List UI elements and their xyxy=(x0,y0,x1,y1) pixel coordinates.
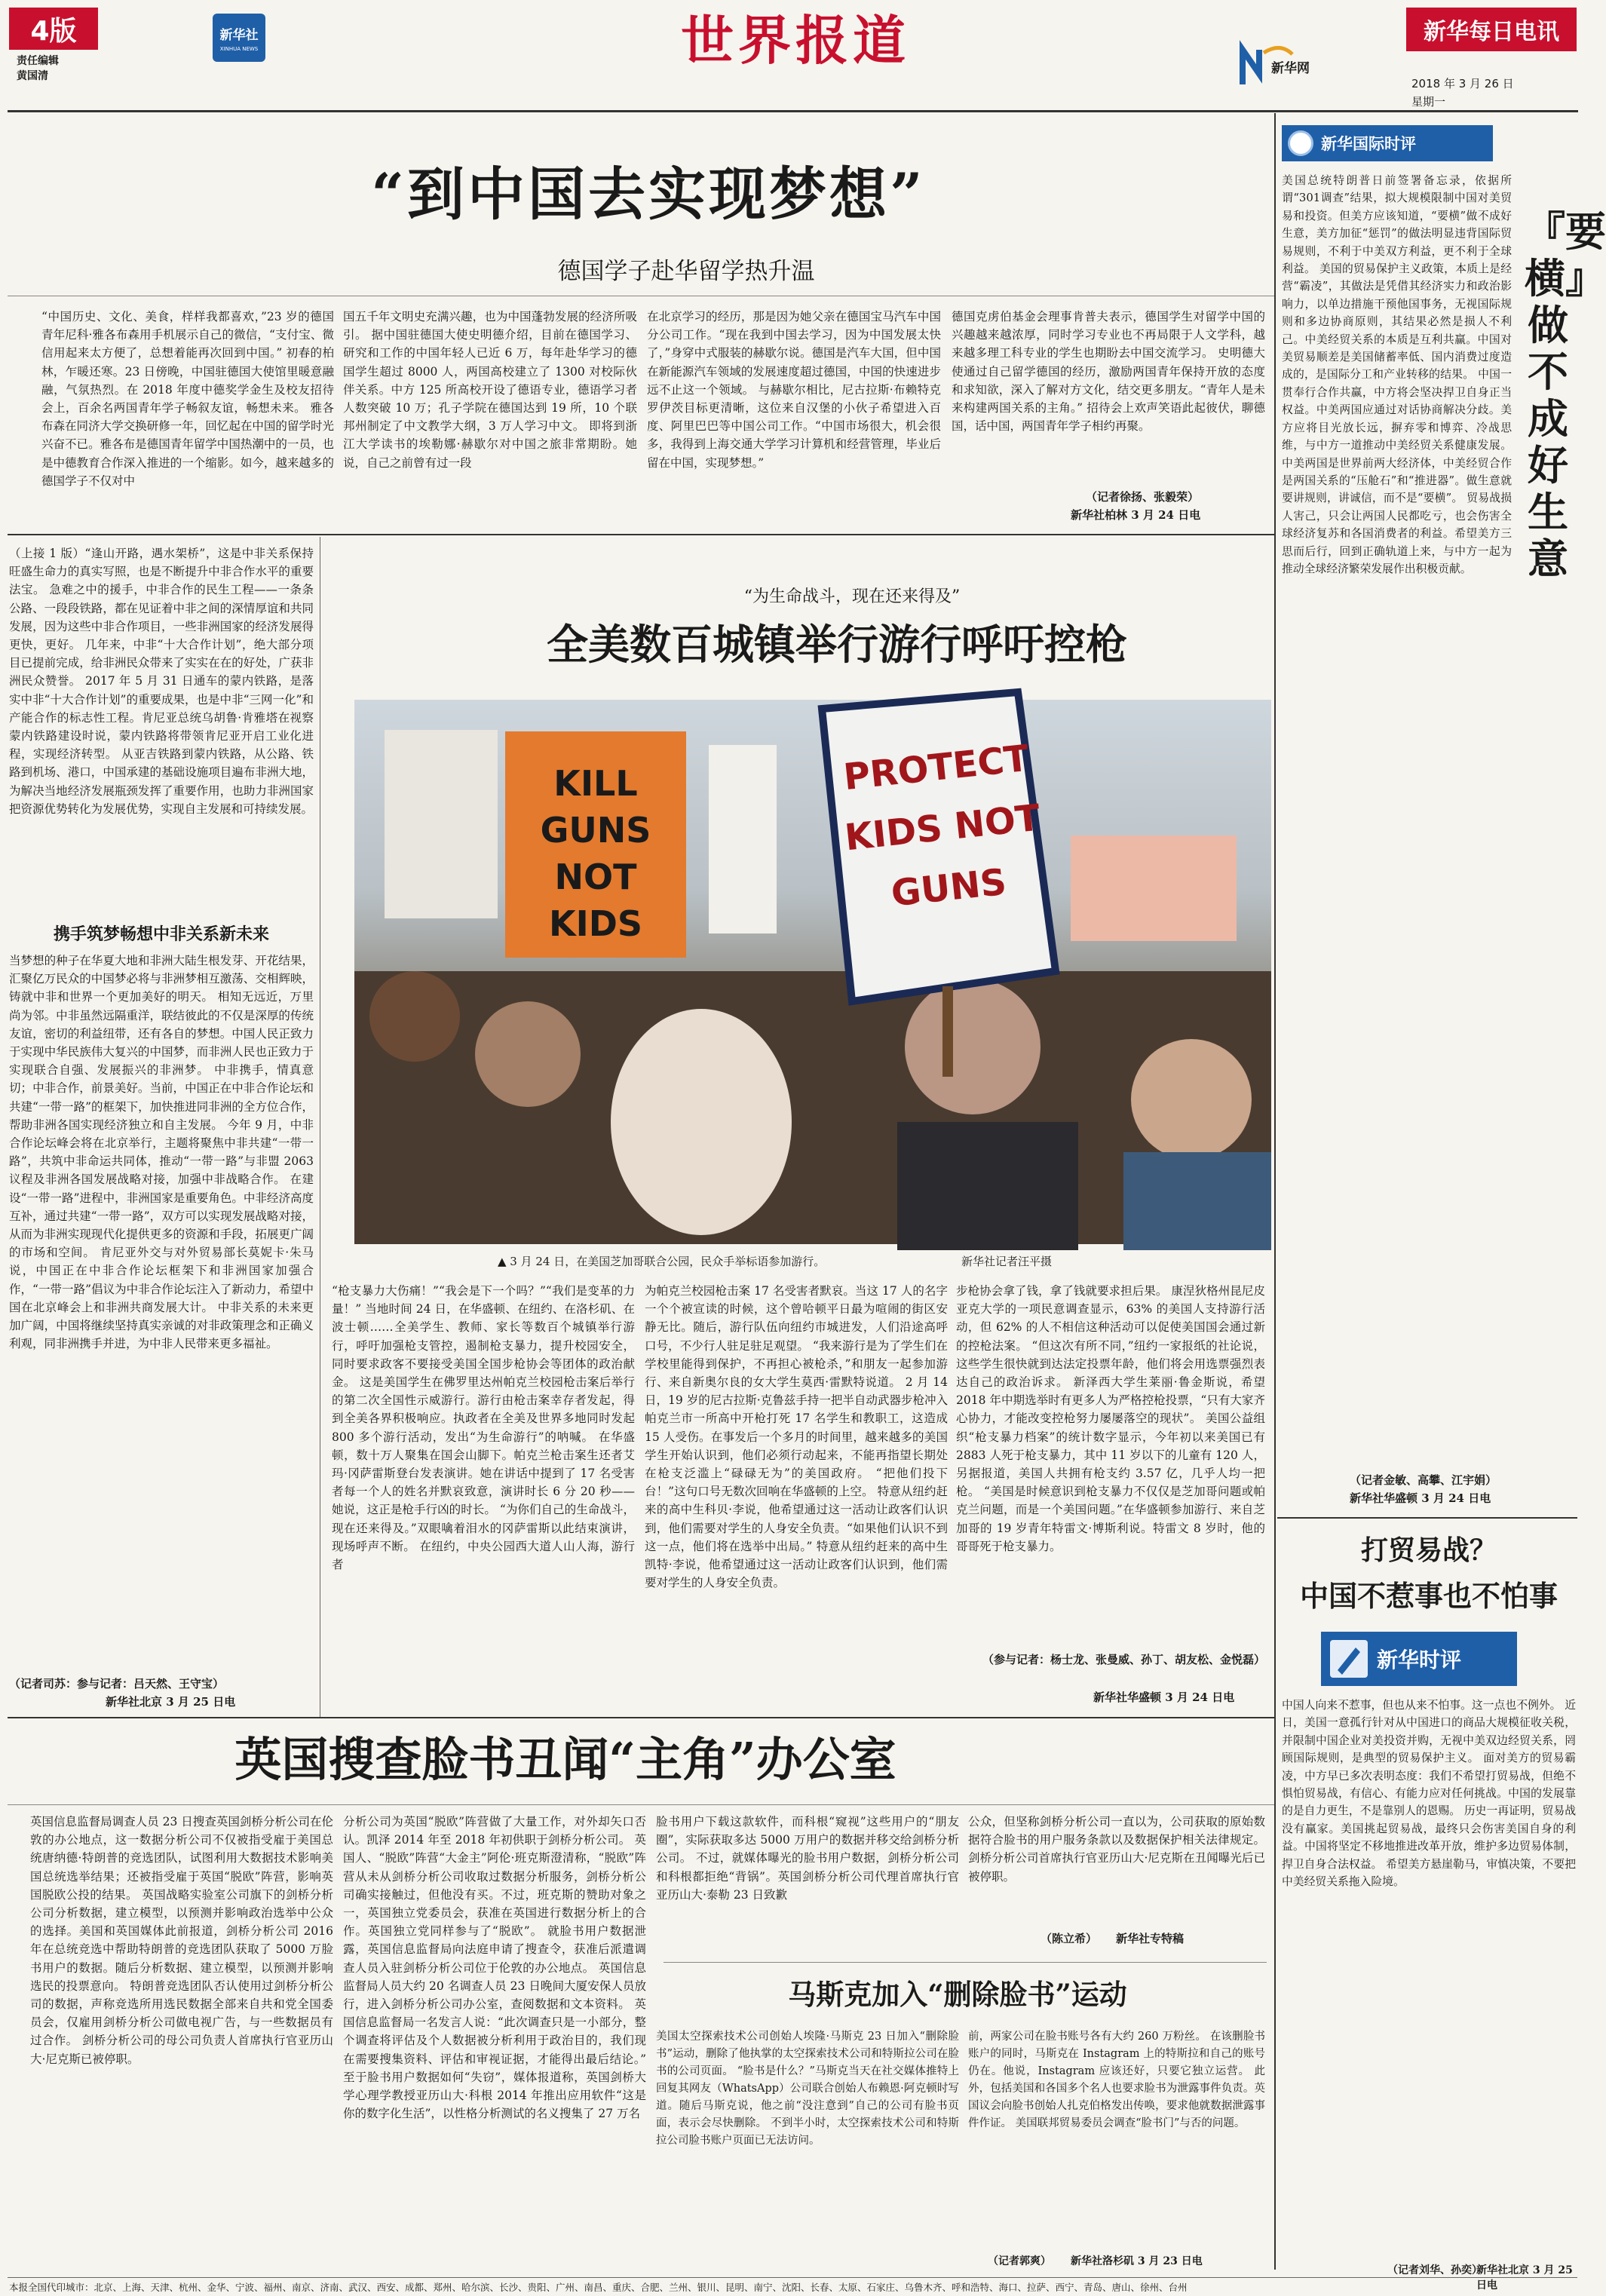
protester-head xyxy=(1131,1039,1252,1160)
article2-col-a: （上接 1 版）“逢山开路，遇水架桥”，这是中非关系保持旺盛生命力的真实写照，也是不断提升中非合作水平的重要法宝。 急难之中的援手，中非合作的民生工程——一条条公路、一段段铁路，都在见证着中非之间的深情厚谊和共同发展，因为这些中非合作项目，一些非洲国家的经济发展得更快，更好。 几年来，中非“十大合作计划”，绝大部分项目已提前完成，给非洲民众带来了实实在在的好处，广获非洲民众赞誉。 2017 年 5 月 31 日通车的蒙内铁路，是落实中非“十大合作计划”的重要成果，也是中非“三网一化”和产能合作的标志性工程。肯尼亚总统乌胡鲁·肯雅塔在视察蒙内铁路建设时说，蒙内铁路将带领肯尼亚开启工业化进程，实现经济转型。 从亚吉铁路到蒙内铁路，从公路、铁路到机场、港口，中国承建的基础设施项目遍布非洲大地，为解决当地经济发展瓶颈发挥了重要作用，也助力非洲国家把资源优势转化为发展优势，实现自主发展和可持续发展。 xyxy=(9,547,314,816)
article4-title: 英国搜查脸书丑闻“主角”办公室 xyxy=(234,1732,896,1787)
sidebar-dateline-2: 新华社北京 3 月 25 日电 xyxy=(1476,2264,1573,2291)
article3-col1: “枪支暴力大伤痛！”“我会是下一个吗？”“我们是变革的力量！” 当地时间 24 日，在华盛顿、在纽约、在洛杉矶、在波士顿……全美学生、教师、家长等数百个城镇举行游行，呼吁加强枪支管控，遏制枪支暴力，提升校园安全，同时要求政客不要接受美国全国步枪协会等团体的政治献金。 这是美国学生在佛罗里达州帕克兰校园枪击案后举行的第二次全国性示威游行。游行由枪击案幸存者发起，得到全美各界积极响应。执政者在全美及世界多地同时发起 800 多个游行活动，发出“为生命游行”的呐喊。 在华盛顿，数十万人聚集在国会山脚下。帕克兰枪击案生还者艾玛·冈萨雷斯登台发表演讲。她在讲话中提到了 17 名受害者每一个人的姓名并默哀致意，演讲时长 6 分 20 秒——她说，这正是枪手行凶的时长。 “为你们自己的生命战斗，现在还来得及。”双眼噙着泪水的冈萨雷斯以此结束演讲，现场呼声不断。 在纽约，中央公园西大道人山人海，游行者 xyxy=(332,1284,635,1572)
protester-coat xyxy=(1123,1152,1271,1250)
issue-weekday: 星期一 xyxy=(1411,95,1446,109)
article1-col2: 国五千年文明史充满兴趣，也为中国蓬勃发展的经济所吸引。 据中国驻德国大使史明德介绍，目前在德国学习、研究和工作的中国年轻人已近 6 万，每年赴华学习的德国学生超过 8000 人，两国高校建立了 1300 对校际伙伴关系。中方 125 所高校开设了德语专业，德语学习者人数突破 10 万；孔子学院在德国达到 19 所，10 个联邦州制定了中文教学大纲，3 万人学习中文。 即将到浙江大学读书的埃勒娜·赫歇尔对中国之旅非常期盼。她说，自己之前曾有过一段 xyxy=(343,310,637,470)
article3-byline: （参与记者：杨士龙、张曼威、孙丁、胡友松、金悦磊） xyxy=(982,1653,1265,1666)
pen-icon-glyph xyxy=(1330,1640,1368,1678)
protest-photo xyxy=(354,700,1271,1244)
protester-head xyxy=(475,1001,581,1107)
article4-col3: 脸书用户下载这款软件，而科根“窥视”这些用户的“朋友圈”，实际获取多达 5000 万用户的数据并移交给剑桥分析公司。 不过，就媒体曝光的脸书用户数据，剑桥分析公司和科根都拒绝“背锅”。英国剑桥分析公司代理首席执行官亚历山大·泰勒 23 日致歉 xyxy=(656,1815,959,1902)
article1-dateline: 新华社柏林 3 月 24 日电 xyxy=(1071,508,1201,522)
article5-byline: （记者郭爽） xyxy=(988,2255,1051,2267)
article4-col4: 公众，但坚称剑桥分析公司一直以为，公司获取的原始数据符合脸书的用户服务条款以及数据保护相关法律规定。 剑桥分析公司首席执行官亚历山大·尼克斯在丑闻曝光后已被停职。 xyxy=(968,1815,1265,1884)
article4-dateline: 新华社专特稿 xyxy=(1116,1932,1185,1945)
sidebar-badge-2-label: 新华时评 xyxy=(1377,1648,1462,1672)
article1-col1: “中国历史、文化、美食，样样我都喜欢，”23 岁的德国青年尼科·雅各布森用手机展示自己的微信，“支付宝、微信用起来太方便了，总想着能再次回到中国。” 初春的柏林，乍暖还寒。23 日傍晚，中国驻德国大使馆里暖意融融，气氛热烈。在 2018 年度中德奖学金生及校友招待会上，百余名两国青年学子畅叙友谊，畅想未来。 雅各布森在同济大学交换研修一年，回忆起在中国的留学时光兴奋不已。雅各布是德国青年留学中国热潮中的一员，也是中德教育合作深入推进的一个缩影。如今，越来越多的德国学子不仅对中 xyxy=(41,310,334,488)
article5-dateline: 新华社洛杉矶 3 月 23 日电 xyxy=(1071,2255,1203,2267)
sidebar-badge-1 xyxy=(1282,125,1493,161)
photo-credit: 新华社记者汪平摄 xyxy=(961,1255,1053,1268)
article3-dateline: 新华社华盛顿 3 月 24 日电 xyxy=(1093,1691,1235,1704)
xinhua-logo-cn: 新华社 xyxy=(219,28,259,43)
protest-photo-scene xyxy=(354,700,1271,1244)
page-number: 4版 xyxy=(30,15,77,47)
article2-byline: （记者司苏：参与记者：吕天然、王守宝） xyxy=(9,1677,225,1691)
protester-head xyxy=(905,979,1041,1114)
pen-icon xyxy=(1330,1640,1368,1678)
sidebar-divider xyxy=(1274,113,1276,2270)
xinhuanet-logo-text: 新华网 xyxy=(1271,61,1310,76)
article5-title: 马斯克加入“删除脸书”运动 xyxy=(788,1978,1127,2011)
globe-icon xyxy=(1288,130,1313,156)
article5-col1: 美国太空探索技术公司创始人埃隆·马斯克 23 日加入“删除脸书”运动，删除了他执掌的太空探索技术公司和特斯拉公司在脸书的公司页面。 “脸书是什么？”马斯克当天在社交媒体推特上回复其网友（WhatsApp）公司联合创始人布赖恩·阿克顿时写道。随后马斯克说，他之前“没注意到”自己的公司有脸书页面，表示会尽快删除。 不到半小时，太空探索技术公司和特斯拉公司脸书账户页面已无法访问。 xyxy=(656,2031,959,2147)
sign-stick xyxy=(942,986,953,1077)
sidebar-headline-2b: 中国不惹事也不怕事 xyxy=(1299,1579,1558,1613)
footer-print-cities: 本报全国代印城市：北京、上海、天津、杭州、金华、宁波、福州、南京、济南、武汉、西安、成都、郑州、哈尔滨、长沙、贵阳、广州、南昌、重庆、合肥、兰州、银川、昆明、南宁、沈阳、长春、太原、石家庄、乌鲁木齐、呼和浩特、海口、拉萨、西宁、青岛、唐山、徐州、台州 xyxy=(9,2282,1188,2293)
article1-col3: 在北京学习的经历，那是因为她父亲在德国宝马汽车中国分公司工作。“现在我到中国去学习，因为中国发展太快了，”身穿中式服装的赫歇尔说。德国是汽车大国，但中国在新能源汽车领域的发展速度超过德国，中国的快速进步远不止这一个领域。 与赫歇尔相比，尼古拉斯·布赖特克罗伊茨目标更清晰，这位来自汉堡的小伙子希望进入百度、阿里巴巴等中国公司工作。“中国市场很大，机会很多，我得到上海交通大学学习计算机和经营管理，毕业后留在中国，实现梦想。” xyxy=(647,310,941,470)
sidebar-headline-2a: 打贸易战？ xyxy=(1360,1534,1497,1566)
photo-caption: ▲ 3 月 24 日，在美国芝加哥联合公园，民众手举标语参加游行。 xyxy=(498,1255,826,1268)
sidebar-commentary-1: 美国总统特朗普日前签署备忘录，依据所谓“301调查”结果，拟大规模限制中国对美贸易和投资。但美方应该知道，“要横”做不成好生意，美方加征“惩罚”的做法明显违背国际贸易规则，不利于中美双方利益，更不利于全球利益。 美国的贸易保护主义政策，本质上是经营“霸凌”，其做法是凭借其经济实力和政治影响力，以单边措施干预他国事务，无视国际规则和多边协商原则，其结果必然是损人不利己。中美经贸关系的本质是互利共赢。中国对美贸易顺差是美国储蓄率低、国内消费过度造成的，是国际分工和产业转移的结果。 中国一贯奉行合作共赢，中方将会坚决捍卫自身正当权益。中美两国应通过对话协商解决分歧。美方应将目光放长远，摒弃零和博弈、冷战思维，与中方一道推动中美经贸关系健康发展。 中美两国是世界前两大经济体，中美经贸合作是两国关系的“压舱石”和“推进器”。做生意就要讲规则，讲诚信，而不是“要横”。 贸易战损人害己，只会让两国人民都吃亏，也会伤害全球经济复苏和各国消费者的利益。希望美方三思而后行，回到正确轨道上来，与中方一起为推动全球经济繁荣发展作出积极贡献。 xyxy=(1282,174,1512,575)
article3-title: 全美数百城镇举行游行呼吁控枪 xyxy=(546,620,1127,669)
article5-rule xyxy=(664,1962,1267,1963)
background-sign xyxy=(709,745,777,933)
article1-bottom-rule xyxy=(8,534,1274,535)
article2-subhead: 携手筑梦畅想中非关系新未来 xyxy=(53,924,269,944)
footer-rule xyxy=(8,2277,1577,2278)
xinhua-logo-en: XINHUA NEWS xyxy=(219,46,259,52)
article2-dateline: 新华社北京 3 月 25 日电 xyxy=(106,1695,236,1709)
sign-kill-guns-text: KILL GUNS NOT KIDS xyxy=(540,763,651,944)
xinhua-logo xyxy=(213,14,265,62)
article3-kicker: “为生命战斗，现在还来得及” xyxy=(743,587,961,606)
sidebar-byline-2: （记者刘华、孙奕） xyxy=(1387,2264,1482,2276)
article4-byline: （陈立希） xyxy=(1041,1932,1098,1945)
article4-title-rule xyxy=(8,1804,1274,1805)
sidebar-dateline-1: 新华社华盛顿 3 月 24 日电 xyxy=(1350,1491,1491,1505)
section-title: 世界报道 xyxy=(681,9,910,72)
sidebar-badge-1-label: 新华国际时评 xyxy=(1321,134,1416,153)
paper-name-box xyxy=(1406,8,1577,51)
sign-protect-kids-text: PROTECT KIDS NOT GUNS xyxy=(841,737,1043,915)
sidebar-badge-2 xyxy=(1321,1632,1517,1686)
article1-subtitle: 德国学子赴华留学热升温 xyxy=(557,258,815,285)
sidebar-headline-1: 『要横』做不成好生意 xyxy=(1525,207,1606,583)
background-sign xyxy=(1071,835,1237,941)
sidebar-commentary-2: 中国人向来不惹事，但也从来不怕事。这一点也不例外。 近日，美国一意孤行针对从中国进口的商品大规模征收关税，并限制中国企业对美投资并购，无视中美双边经贸关系，罔顾国际规则，是典型的贸易保护主义。 面对美方的贸易霸凌，中方早已多次表明态度：我们不希望打贸易战，但绝不惧怕贸易战，有信心、有能力应对任何挑战。中国的发展靠的是自力更生，不是靠别人的恩赐。 历史一再证明，贸易战没有赢家。美国挑起贸易战，最终只会伤害美国自身的利益。中国将坚定不移地推进改革开放，维护多边贸易体制，捍卫自身合法权益。 希望美方悬崖勒马，审慎决策，不要把中美经贸关系拖入险境。 xyxy=(1282,1699,1576,1889)
issue-date: 2018 年 3 月 26 日 xyxy=(1411,77,1514,90)
article4-col1: 英国信息监督局调查人员 23 日搜查英国剑桥分析公司在伦敦的办公地点，这一数据分析公司不仅被指受雇于美国总统唐纳德·特朗普的竞选团队，试图利用大数据技术影响美国总统选举结果；还被指受雇于英国“脱欧”阵营，影响英国脱欧公投的结果。 英国战略实验室公司旗下的剑桥分析公司分析数据，建立模型，以预测并影响政治选举中公众的选择。美国和英国媒体此前报道，剑桥分析公司 2016 年在总统竞选中帮助特朗普的竞选团队获取了 5000 万脸书用户的数据。随后分析数据、建立模型，以预测并影响选民的投票意向。 特朗普竞选团队否认使用过剑桥分析公司的数据，声称竞选所用选民数据全部来自共和党全国委员会，仅雇用剑桥分析公司做电视广告，与一些数据员有过合作。 剑桥分析公司的母公司负责人首席执行官亚历山大·尼克斯已被停职。 xyxy=(30,1815,333,2066)
article3-col2: 为帕克兰校园枪击案 17 名受害者默哀。当这 17 人的名字一个个被宣读的时候，这个曾哈顿平日最为喧闹的街区安静无比。随后，游行队伍向纽约市城进发，人们沿途高呼口号，不少行人驻足驻足观望。 “我来游行是为了学生们在学校里能得到保护，不再担心被枪杀，”和朋友一起参加游行、来自新奥尔良的女大学生莫西·雷默特说道。 2 月 14 日，19 岁的尼古拉斯·克鲁兹手持一把半自动武器步枪冲入帕克兰市一所高中开枪打死 17 名学生和教职工，这造成 15 人受伤。在事发后一个多月的时间里，越来越多的美国学生开始认识到，他们必须行动起来，不能再指望长期处在枪支泛滥上“碌碌无为”的美国政府。 “把他们投下台！”这句口号无数次回响在华盛顿的上空。 特意从纽约赶来的高中生科贝·李说，他希望通过这一活动让政客们认识到，他们需要对学生的人身安全负责。“如果他们认识不到这一点，他们将在选举中出局。” 特意从纽约赶来的高中生凯特·李说，他希望通过这一活动让政客们认识到，他们需要对学生的人身安全负责。 xyxy=(645,1284,948,1590)
article5-col2: 前，两家公司在脸书账号各有大约 260 万粉丝。 在该删脸书账户的同时，马斯克在 Instagram 上的特斯拉和自己的账号仍在。他说，Instagram 应该还好，只要它独立运营。 此外，包括美国和各国多个名人也要求脸书为泄露事件负责。英国议会向脸书创始人扎克伯格发出传唤，要求他就数据泄露事件作证。 美国联邦贸易委员会调查“脸书门”与否的问题。 xyxy=(968,2031,1265,2129)
article1-col4: 德国克虏伯基金会理事肯普夫表示，德国学生对留学中国的兴趣越来越浓厚，同时学习专业也不再局限于人文学科，越来越多理工科专业的学生也期盼去中国交流学习。 史明德大使通过自己留学德国的经历，激励两国青年保持开放的态度和求知欲，深入了解对方文化，结交更多朋友。“青年人是未来构建两国关系的主角。” 招待会上欢声笑语此起彼伏，聊德国，话中国，两国青年学子相约再聚。 xyxy=(952,310,1265,434)
masthead-rule-right xyxy=(1277,110,1578,112)
editor-label: 责任编辑 xyxy=(17,55,59,67)
article4-col2: 分析公司为英国“脱欧”阵营做了大量工作，对外却矢口否认。凯泽 2014 年至 2018 年初供职于剑桥分析公司。 英国人、“脱欧”阵营“大金主”阿伦·班克斯澄清称，“脱欧”阵营从未从剑桥分析公司收取过数据分析服务，剑桥分析公司确实接触过，但他没有买。不过，班克斯的赞助对象之一，英国独立党委员会，获准在英国进行数据分析上的合作。英国独立党同样参与了“脱欧”。 就脸书用户数据泄露，英国信息监督局向法庭申请了搜查令，获准后派遣调查人员入驻剑桥分析公司位于伦敦的办公地点。 英国信息监督局人员大约 20 名调查人员 23 日晚间大厦安保人员放行，进入剑桥分析公司办公室，查阅数据和文本资料。 英国信息监督局一名发言人说：“此次调查只是一小部分，整个调查将评估及个人数据被分析利用于政治目的，我们现在需要搜集资料、评估和审视证据，才能得出最后结论。” 至于脸书用户数据如何“失窃”，媒体报道称，英国剑桥大学心理学教授亚历山大·科根 2014 年推出应用软件“这是你的数字化生活”，以性格分析测试的名义搜集了 27 万名 xyxy=(343,1815,646,2121)
protester-jacket xyxy=(897,1122,1078,1250)
background-sign xyxy=(385,730,498,918)
xinhuanet-logo xyxy=(1237,39,1327,90)
masthead-rule xyxy=(8,110,1277,112)
article1-title: “到中国去实现梦想” xyxy=(371,161,926,228)
page-number-badge xyxy=(9,8,98,50)
editor-name: 黄国清 xyxy=(17,70,48,82)
article3-col3: 步枪协会拿了钱，拿了钱就要求担后果。 康涅狄格州昆尼皮亚克大学的一项民意调查显示，63% 的美国人支持游行活动，但 62% 的人不相信这种活动可以促使美国国会通过新的控枪法案。 “但这次有所不同，”纽约一家报纸的社论说，这些学生很快就到达法定投票年龄，他们将会用选票强烈表达自己的政治诉求。 新泽西大学生莱丽·鲁金斯说，希望 2018 年中期选举时有更多人为严格控枪投票，“只有大家齐心协力，才能改变控枪努力屡屡落空的现状”。 美国公益组织“枪支暴力档案”的统计数字显示，今年初以来美国已有 2883 人死于枪支暴力，其中 11 岁以下的儿童有 120 人，另据报道，美国人共拥有枪支约 3.57 亿，几乎人均一把枪。 “美国是时候意识到枪支暴力不仅仅是芝加哥问题或帕克兰问题，而是一个美国问题。”在华盛顿参加游行、来自芝加哥的 19 岁青年特雷文·博斯利说。特雷文 8 岁时，他的哥哥死于枪支暴力。 xyxy=(956,1284,1265,1553)
protester-white-hat xyxy=(611,1009,792,1235)
article2-col-b: 当梦想的种子在华夏大地和非洲大陆生根发芽、开花结果，汇聚亿万民众的中国梦必将与非洲梦相互激荡、交相辉映，铸就中非和世界一个更加美好的明天。 相知无远近，万里尚为邻。中非虽然远隔重洋，联结彼此的不仅是深厚的传统友谊，密切的利益纽带，还有各自的梦想。中国人民正致力于实现中华民族伟大复兴的中国梦，而非洲人民也正致力于实现联合自强、发展振兴的非洲梦。 中非携手，情真意切；中非合作，前景美好。当前，中国正在中非合作论坛和共建“一带一路”的框架下，加快推进同非洲的全方位合作，帮助非洲各国实现经济独立和自主发展。 今年 9 月，中非合作论坛峰会将在北京举行，主题将聚焦中非共建“一带一路”，共筑中非命运共同体，推动“一带一路”与非盟 2063 议程及非洲各国发展战略对接，加强中非战略合作。 在建设“一带一路”进程中，非洲国家是重要角色。中非经济高度互补，通过共建“一带一路”，双方可以实现发展战略对接，从而为非洲实现现代化提供更多的资源和手段，拓展更广阔的市场和空间。 肯尼亚外交与对外贸易部长莫妮卡·朱马说，中国正在中非合作论坛框架下和非洲国家加强合作，“一带一路”倡议为中非合作论坛注入了新动力，希望中国在北京峰会上和非洲共商发展大计。 中非关系的未来更加广阔，中国将继续坚持真实亲诚的对非政策理念和正确义利观，同非洲携手并进，为中非人民带来更多福祉。 xyxy=(9,954,314,1351)
sidebar-byline-1: （记者金敏、高攀、江宇娟） xyxy=(1350,1473,1497,1487)
protester-head xyxy=(369,971,460,1062)
article1-byline: （记者徐扬、张毅荣） xyxy=(1086,490,1200,504)
sidebar-mid-rule xyxy=(1277,1517,1577,1519)
lower-section-rule xyxy=(8,1717,1274,1718)
paper-name: 新华每日电讯 xyxy=(1424,19,1559,45)
